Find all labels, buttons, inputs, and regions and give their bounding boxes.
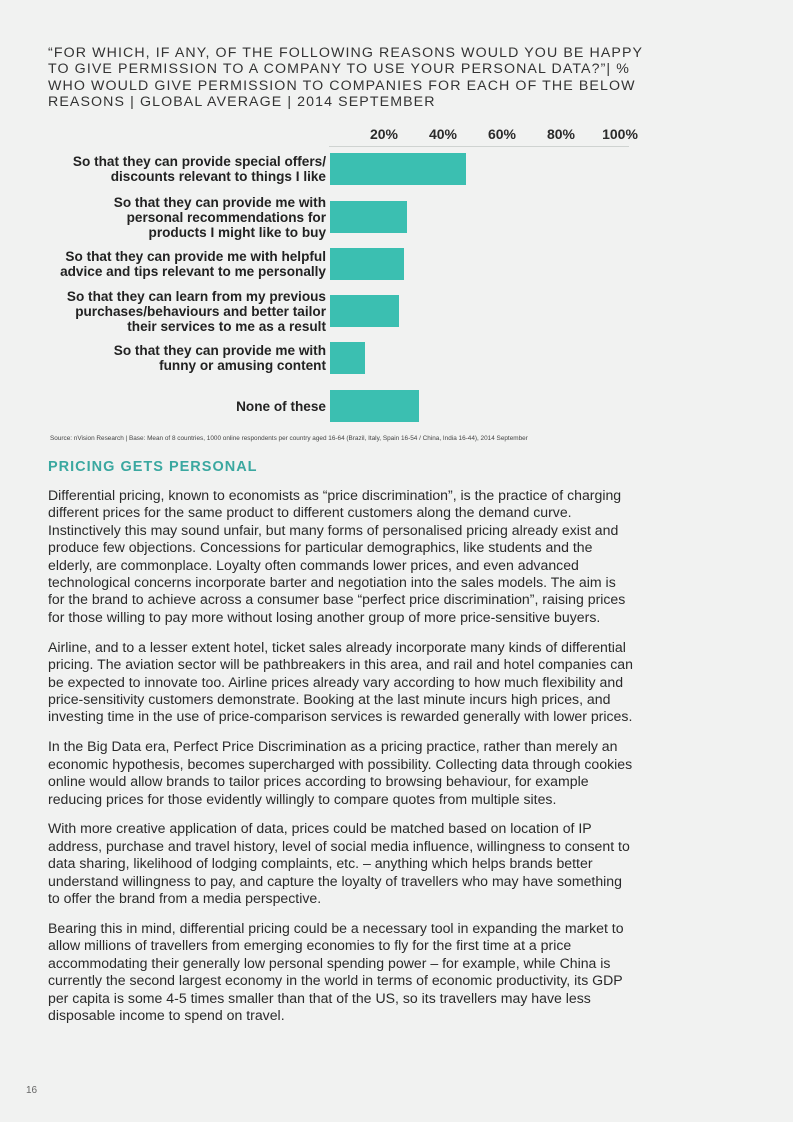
paragraph-3: In the Big Data era, Perfect Price Discrimination as a pricing practice, rather than merely an economic hypothesis, becomes supercharged with possibility. Collecting data through cookies online would allow brands to tailor prices according to browsing behaviour, for example reducing prices for those evidently willingly to compare quotes from multiple sites. [48, 738, 633, 807]
category-label-line: advice and tips relevant to me personally [60, 264, 326, 279]
bar [330, 153, 466, 185]
source-note: Source: nVision Research | Base: Mean of 8 countries, 1000 online respondents per country aged 16-64 (Brazil, Italy, Spain 16-54 / China, India 16-44), 2014 September [50, 435, 528, 442]
category-label-line: None of these [236, 398, 326, 414]
x-tick-label: 20% [369, 126, 399, 142]
category-label [26, 154, 326, 184]
category-label-line: So that they can provide special offers/ [72, 154, 326, 169]
bar [330, 295, 399, 327]
category-label [26, 249, 326, 279]
page-number: 16 [26, 1085, 38, 1096]
category-label-line: So that they can provide me with [113, 194, 326, 210]
category-label-line: their services to me as a result [127, 318, 326, 334]
paragraph-4: With more creative application of data, prices could be matched based on location of IP address, purchase and travel history, level of social media influence, willingness to consent to data sharing, likelihood of lodging complaints, etc. – anything which helps brands better understand willingness to pay, and capture the loyalty of travellers who may have something to offer the brand from a media perspective. [48, 820, 630, 907]
category-label [26, 289, 326, 334]
paragraph-2: Airline, and to a lesser extent hotel, ticket sales already incorporate many kinds of differential pricing. The aviation sector will be pathbreakers in this area, and rail and hotel companies can be expected to innovate too. Airline prices already vary according to how much flexibility and price-sensitivity customers demonstrate. Booking at the last minute incurs high prices, and investing time in the use of price-comparison services is rewarded generally with lower prices. [48, 638, 633, 725]
bar [330, 248, 404, 280]
bar [330, 201, 407, 233]
chart-title: “FOR WHICH, IF ANY, OF THE FOLLOWING REASONS WOULD YOU BE HAPPY TO GIVE PERMISSION TO A COMPANY TO USE YOUR PERSONAL DATA?”| % WHO WOULD GIVE PERMISSION TO COMPANIES FOR EACH OF THE BELOW REASONS | GLOBAL AVERAGE | 2014 SEPTEMBER [48, 45, 643, 110]
category-label-line: personal recommendations for [126, 209, 326, 225]
x-tick-label: 80% [546, 126, 576, 142]
x-axis-line [329, 146, 629, 147]
category-label-line: So that they can provide me with helpful [65, 249, 326, 264]
body-text [48, 487, 633, 1037]
category-label-line: So that they can learn from my previous [66, 288, 326, 304]
x-tick-label: 100% [602, 126, 638, 142]
category-label-line: products I might like to buy [148, 224, 326, 240]
category-label-line: funny or amusing content [159, 358, 326, 373]
category-label-line: discounts relevant to things I like [110, 169, 326, 184]
bar-chart [0, 120, 793, 440]
x-tick-label: 40% [428, 126, 458, 142]
bar [330, 342, 365, 374]
section-heading: PRICING GETS PERSONAL [48, 459, 258, 475]
category-label-line: So that they can provide me with [113, 343, 326, 358]
category-label [26, 399, 326, 414]
paragraph-1: Differential pricing, known to economists as “price discrimination”, is the practice of charging different prices for the same product to different customers along the demand curve. Instinctively this may sound unfair, but many forms of personalised pricing already exist and produce few objections. Concessions for particular demographics, like students and the elderly, are commonplace. Loyalty often commands lower prices, and even advanced technological concerns incorporate barter and negotiation into the sales models. The aim is for the brand to achieve across a consumer base “perfect price discrimination”, raising prices for those willing to pay more without losing another group of more price-sensitive buyers. [48, 487, 626, 625]
bar [330, 390, 419, 422]
category-label-line: purchases/behaviours and better tailor [75, 303, 326, 319]
x-tick-label: 60% [487, 126, 517, 142]
category-label [26, 195, 326, 240]
category-label [26, 343, 326, 373]
paragraph-5: Bearing this in mind, differential pricing could be a necessary tool in expanding the market to allow millions of travellers from emerging economies to fly for the first time at a price accommodating their generally low personal spending power – for example, while China is currently the second largest economy in the world in terms of economic productivity, its GDP per capita is some 4-5 times smaller than that of the US, so its travellers may have less disposable income to spend on travel. [48, 919, 624, 1023]
